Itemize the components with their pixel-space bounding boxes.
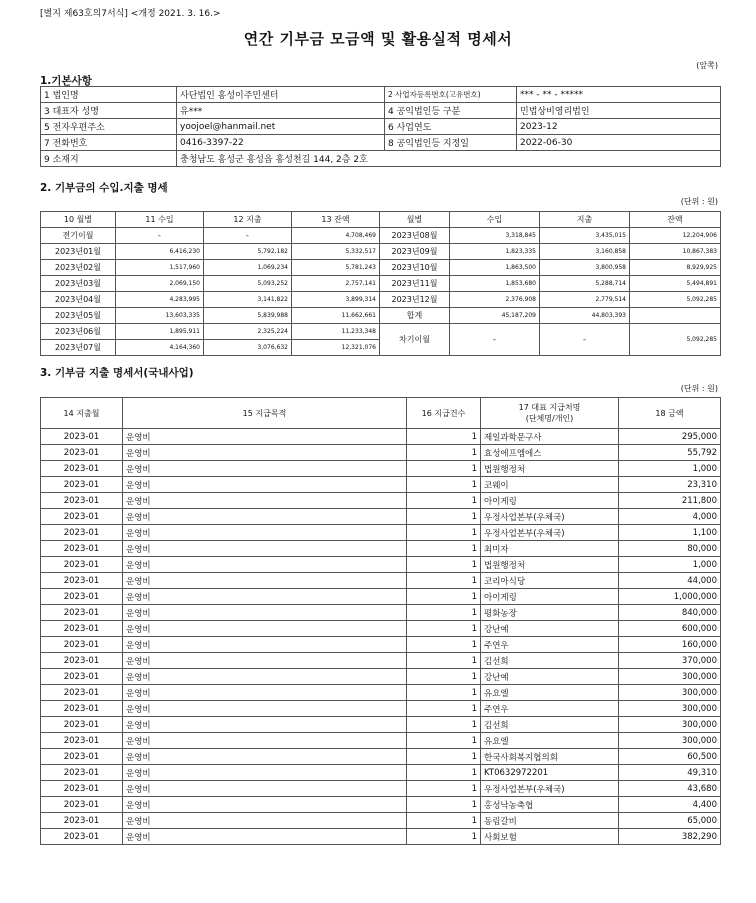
expense-recipient: 주연우 [481,701,619,717]
expense-amount: 55,792 [619,445,721,461]
month-cell: 2023년07월 [41,340,116,356]
month-cell: 2023년10월 [380,260,450,276]
expense-amount: 43,680 [619,781,721,797]
expense-month: 2023-01 [41,717,123,733]
expense-row [41,797,721,813]
expense-amount: 23,310 [619,477,721,493]
expense-amount: 1,000,000 [619,589,721,605]
expense-count: 1 [407,797,481,813]
expense-month: 2023-01 [41,477,123,493]
expense-amount: 4,400 [619,797,721,813]
expense-month: 2023-01 [41,605,123,621]
amount-cell: 5,092,285 [630,292,721,308]
expense-recipient: 우정사업본부(우체국) [481,781,619,797]
expense-month: 2023-01 [41,541,123,557]
amount-cell: 5,288,714 [540,276,630,292]
flow-header-cell: 잔액 [630,212,721,228]
month-cell: 2023년02월 [41,260,116,276]
section-flow-title: 2. 기부금의 수입.지출 명세 [40,182,168,194]
expense-month: 2023-01 [41,557,123,573]
basic-row [41,119,721,135]
expense-month: 2023-01 [41,509,123,525]
month-cell: 2023년04월 [41,292,116,308]
amount-cell: 10,867,383 [630,244,721,260]
header-recipient-line1: 17 대표 지급처명 [518,403,581,412]
expense-purpose: 운영비 [123,605,407,621]
expense-row [41,429,721,445]
expense-month: 2023-01 [41,733,123,749]
field-label: 7 전화번호 [41,135,177,151]
expense-recipient: 한국사회복지협의회 [481,749,619,765]
month-cell: 2023년06월 [41,324,116,340]
expense-month: 2023-01 [41,701,123,717]
expense-recipient: 강난예 [481,621,619,637]
expense-amount: 160,000 [619,637,721,653]
amount-cell: 3,800,958 [540,260,630,276]
section-expense-title: 3. 기부금 지출 명세서(국내사업) [40,367,194,379]
expense-purpose: 운영비 [123,429,407,445]
expense-count: 1 [407,829,481,845]
amount-cell: 2,069,150 [116,276,204,292]
expense-row [41,749,721,765]
month-cell: 2023년11월 [380,276,450,292]
expense-recipient: 제일과학문구사 [481,429,619,445]
expense-recipient: 김선희 [481,653,619,669]
month-cell: 2023년03월 [41,276,116,292]
expense-purpose: 운영비 [123,829,407,845]
amount-cell: 1,853,680 [450,276,540,292]
expense-purpose: 운영비 [123,765,407,781]
expense-purpose: 운영비 [123,477,407,493]
amount-cell: 5,781,243 [292,260,380,276]
expense-row [41,637,721,653]
amount-cell: 1,823,335 [450,244,540,260]
expense-month: 2023-01 [41,813,123,829]
amount-cell: 5,839,988 [204,308,292,324]
expense-count: 1 [407,493,481,509]
expense-recipient: 우정사업본부(우체국) [481,525,619,541]
expense-row [41,685,721,701]
expense-recipient: 사회보험 [481,829,619,845]
field-label: 1 법인명 [41,87,177,103]
field-label: 3 대표자 성명 [41,103,177,119]
expense-row [41,461,721,477]
expense-recipient: 최미자 [481,541,619,557]
flow-row [41,276,721,292]
expense-month: 2023-01 [41,493,123,509]
amount-cell: - [204,228,292,244]
expense-count: 1 [407,429,481,445]
expense-row [41,621,721,637]
expense-purpose: 운영비 [123,669,407,685]
expense-month: 2023-01 [41,685,123,701]
expense-purpose: 운영비 [123,525,407,541]
expense-count: 1 [407,765,481,781]
flow-row [41,308,721,324]
expense-purpose: 운영비 [123,573,407,589]
header-recipient-line2: (단체명/개인) [525,414,574,423]
field-label: 5 전자우편주소 [41,119,177,135]
expense-row [41,445,721,461]
expense-count: 1 [407,813,481,829]
flow-header-cell: 10 월별 [41,212,116,228]
expense-count: 1 [407,717,481,733]
expense-row [41,557,721,573]
flow-header-cell: 13 잔액 [292,212,380,228]
amount-cell: 1,069,234 [204,260,292,276]
expense-month: 2023-01 [41,525,123,541]
field-label: 8 공익법인등 지정일 [385,135,517,151]
expense-recipient: 법원행정처 [481,461,619,477]
header-recipient [481,398,619,429]
field-value: 유*** [177,103,385,119]
amount-cell: - [116,228,204,244]
address-value: 충청남도 홍성군 홍성읍 홍성천길 144, 2층 2호 [177,151,721,167]
expense-month: 2023-01 [41,573,123,589]
expense-purpose: 운영비 [123,493,407,509]
header-month: 14 지출월 [41,398,123,429]
expense-count: 1 [407,445,481,461]
amount-cell: 11,662,661 [292,308,380,324]
expense-amount: 300,000 [619,701,721,717]
expense-count: 1 [407,557,481,573]
month-cell: 전기이월 [41,228,116,244]
expense-count: 1 [407,669,481,685]
expense-count: 1 [407,461,481,477]
section-basic-title: 1.기본사항 [40,75,92,87]
month-cell: 2023년08월 [380,228,450,244]
amount-cell: 45,187,209 [450,308,540,324]
expense-count: 1 [407,477,481,493]
expense-recipient: 평화농장 [481,605,619,621]
flow-row [41,260,721,276]
field-value: 2022-06-30 [517,135,721,151]
flow-header-cell: 월별 [380,212,450,228]
expense-purpose: 운영비 [123,749,407,765]
expense-count: 1 [407,749,481,765]
amount-cell: 4,283,995 [116,292,204,308]
expense-count: 1 [407,605,481,621]
expense-row [41,669,721,685]
expense-month: 2023-01 [41,829,123,845]
expense-amount: 1,100 [619,525,721,541]
amount-cell: 5,093,252 [204,276,292,292]
amount-cell: 12,204,906 [630,228,721,244]
expense-purpose: 운영비 [123,797,407,813]
amount-cell: 4,164,360 [116,340,204,356]
amount-cell: 2,376,908 [450,292,540,308]
expense-count: 1 [407,621,481,637]
expense-month: 2023-01 [41,589,123,605]
amount-cell: 1,863,500 [450,260,540,276]
expense-month: 2023-01 [41,621,123,637]
expense-recipient: 우정사업본부(우체국) [481,509,619,525]
flow-unit-label: (단위 : 원) [680,197,718,206]
expense-month: 2023-01 [41,461,123,477]
flow-row [41,228,721,244]
month-cell: 2023년09월 [380,244,450,260]
expense-count: 1 [407,509,481,525]
expense-count: 1 [407,541,481,557]
expense-purpose: 운영비 [123,701,407,717]
flow-row [41,324,721,340]
amount-cell: 5,494,891 [630,276,721,292]
expense-purpose: 운영비 [123,557,407,573]
expense-month: 2023-01 [41,749,123,765]
expense-purpose: 운영비 [123,733,407,749]
expense-header-row [41,398,721,429]
expense-recipient: 아이게링 [481,589,619,605]
field-label: 4 공익법인등 구분 [385,103,517,119]
field-label: 9 소재지 [41,151,177,167]
amount-cell: 3,141,822 [204,292,292,308]
expense-amount: 382,290 [619,829,721,845]
expense-recipient: 효성에프엠에스 [481,445,619,461]
amount-cell: 2,779,514 [540,292,630,308]
expense-month: 2023-01 [41,669,123,685]
expense-row [41,653,721,669]
amount-cell: 4,708,469 [292,228,380,244]
carry-over-expense: - [540,324,630,356]
expense-recipient: 코리아식당 [481,573,619,589]
expense-purpose: 운영비 [123,637,407,653]
expense-amount: 80,000 [619,541,721,557]
carry-over-balance: 5,092,285 [630,324,721,356]
amount-cell: 12,321,076 [292,340,380,356]
expense-count: 1 [407,701,481,717]
month-cell: 합계 [380,308,450,324]
page-side-label: (앞쪽) [696,61,718,70]
expense-row [41,573,721,589]
expense-recipient: 코웨이 [481,477,619,493]
amount-cell: 3,076,632 [204,340,292,356]
expense-row [41,541,721,557]
amount-cell: 6,416,230 [116,244,204,260]
field-value: 0416-3397-22 [177,135,385,151]
expense-count: 1 [407,589,481,605]
expense-month: 2023-01 [41,445,123,461]
field-value: 사단법인 홍성이주민센터 [177,87,385,103]
expense-purpose: 운영비 [123,461,407,477]
expense-month: 2023-01 [41,781,123,797]
expense-row [41,701,721,717]
expense-row [41,509,721,525]
expense-month: 2023-01 [41,653,123,669]
expense-purpose: 운영비 [123,589,407,605]
amount-cell: 8,929,925 [630,260,721,276]
expense-month: 2023-01 [41,429,123,445]
header-purpose: 15 지급목적 [123,398,407,429]
expense-row [41,781,721,797]
expense-row [41,589,721,605]
expense-row [41,813,721,829]
expense-recipient: 법원행정처 [481,557,619,573]
expense-recipient: 유요엘 [481,733,619,749]
header-amount: 18 금액 [619,398,721,429]
flow-row [41,244,721,260]
expense-count: 1 [407,637,481,653]
expense-count: 1 [407,733,481,749]
expense-purpose: 운영비 [123,621,407,637]
document-title: 연간 기부금 모금액 및 활용실적 명세서 [243,30,513,48]
expense-count: 1 [407,573,481,589]
expense-amount: 4,000 [619,509,721,525]
expense-amount: 49,310 [619,765,721,781]
basic-row [41,103,721,119]
field-value: 민법상비영리법인 [517,103,721,119]
expense-recipient: 동림갈비 [481,813,619,829]
basic-info-table [40,86,721,167]
expense-amount: 840,000 [619,605,721,621]
expense-month: 2023-01 [41,797,123,813]
form-id: [별지 제63호의7서식] <개정 2021. 3. 16.> [40,9,221,19]
expense-row [41,477,721,493]
flow-header-cell: 지출 [540,212,630,228]
income-expense-table [40,211,721,356]
amount-cell: 2,325,224 [204,324,292,340]
carry-over-income: - [450,324,540,356]
expense-recipient: 김선희 [481,717,619,733]
amount-cell [630,308,721,324]
flow-header-cell: 수입 [450,212,540,228]
flow-header-cell: 11 수입 [116,212,204,228]
amount-cell: 5,332,517 [292,244,380,260]
expense-amount: 300,000 [619,733,721,749]
expense-purpose: 운영비 [123,653,407,669]
amount-cell: 5,792,182 [204,244,292,260]
expense-amount: 600,000 [619,621,721,637]
amount-cell: 3,318,845 [450,228,540,244]
expense-recipient: KT0632972201 [481,765,619,781]
expense-purpose: 운영비 [123,541,407,557]
flow-header-row [41,212,721,228]
field-value: *** - ** - ***** [517,87,721,103]
expense-recipient: 유요엘 [481,685,619,701]
expense-row [41,765,721,781]
field-label: 6 사업연도 [385,119,517,135]
expense-recipient: 주연우 [481,637,619,653]
expense-amount: 370,000 [619,653,721,669]
expense-amount: 1,000 [619,461,721,477]
expense-recipient: 홍성낙농축협 [481,797,619,813]
expense-amount: 211,800 [619,493,721,509]
amount-cell: 11,233,348 [292,324,380,340]
expense-purpose: 운영비 [123,685,407,701]
expense-count: 1 [407,781,481,797]
basic-row-address [41,151,721,167]
flow-row [41,292,721,308]
expense-recipient: 강난예 [481,669,619,685]
flow-header-cell: 12 지출 [204,212,292,228]
month-cell: 2023년01월 [41,244,116,260]
expense-unit-label: (단위 : 원) [680,384,718,393]
expense-amount: 60,500 [619,749,721,765]
amount-cell: 3,899,314 [292,292,380,308]
expense-row [41,605,721,621]
month-cell: 2023년05월 [41,308,116,324]
expense-purpose: 운영비 [123,781,407,797]
expense-recipient: 아이게링 [481,493,619,509]
amount-cell: 13,603,335 [116,308,204,324]
expense-purpose: 운영비 [123,813,407,829]
carry-over-label: 차기이월 [380,324,450,356]
expense-purpose: 운영비 [123,509,407,525]
expense-row [41,733,721,749]
expense-amount: 300,000 [619,717,721,733]
expense-amount: 44,000 [619,573,721,589]
field-label: 2 사업자등록번호(고유번호) [385,87,517,103]
amount-cell: 1,895,911 [116,324,204,340]
expense-row [41,829,721,845]
header-count: 16 지급건수 [407,398,481,429]
expense-count: 1 [407,525,481,541]
amount-cell: 3,160,858 [540,244,630,260]
basic-row [41,135,721,151]
month-cell: 2023년12월 [380,292,450,308]
expense-count: 1 [407,685,481,701]
basic-row [41,87,721,103]
expense-amount: 300,000 [619,685,721,701]
amount-cell: 3,435,015 [540,228,630,244]
expense-amount: 1,000 [619,557,721,573]
expense-count: 1 [407,653,481,669]
expense-amount: 65,000 [619,813,721,829]
amount-cell: 1,517,960 [116,260,204,276]
field-value: 2023-12 [517,119,721,135]
expense-detail-table [40,397,721,845]
expense-row [41,525,721,541]
field-value: yoojoel@hanmail.net [177,119,385,135]
expense-row [41,717,721,733]
expense-purpose: 운영비 [123,445,407,461]
expense-amount: 300,000 [619,669,721,685]
expense-amount: 295,000 [619,429,721,445]
expense-purpose: 운영비 [123,717,407,733]
expense-month: 2023-01 [41,637,123,653]
expense-row [41,493,721,509]
amount-cell: 2,757,141 [292,276,380,292]
amount-cell: 44,803,393 [540,308,630,324]
expense-month: 2023-01 [41,765,123,781]
